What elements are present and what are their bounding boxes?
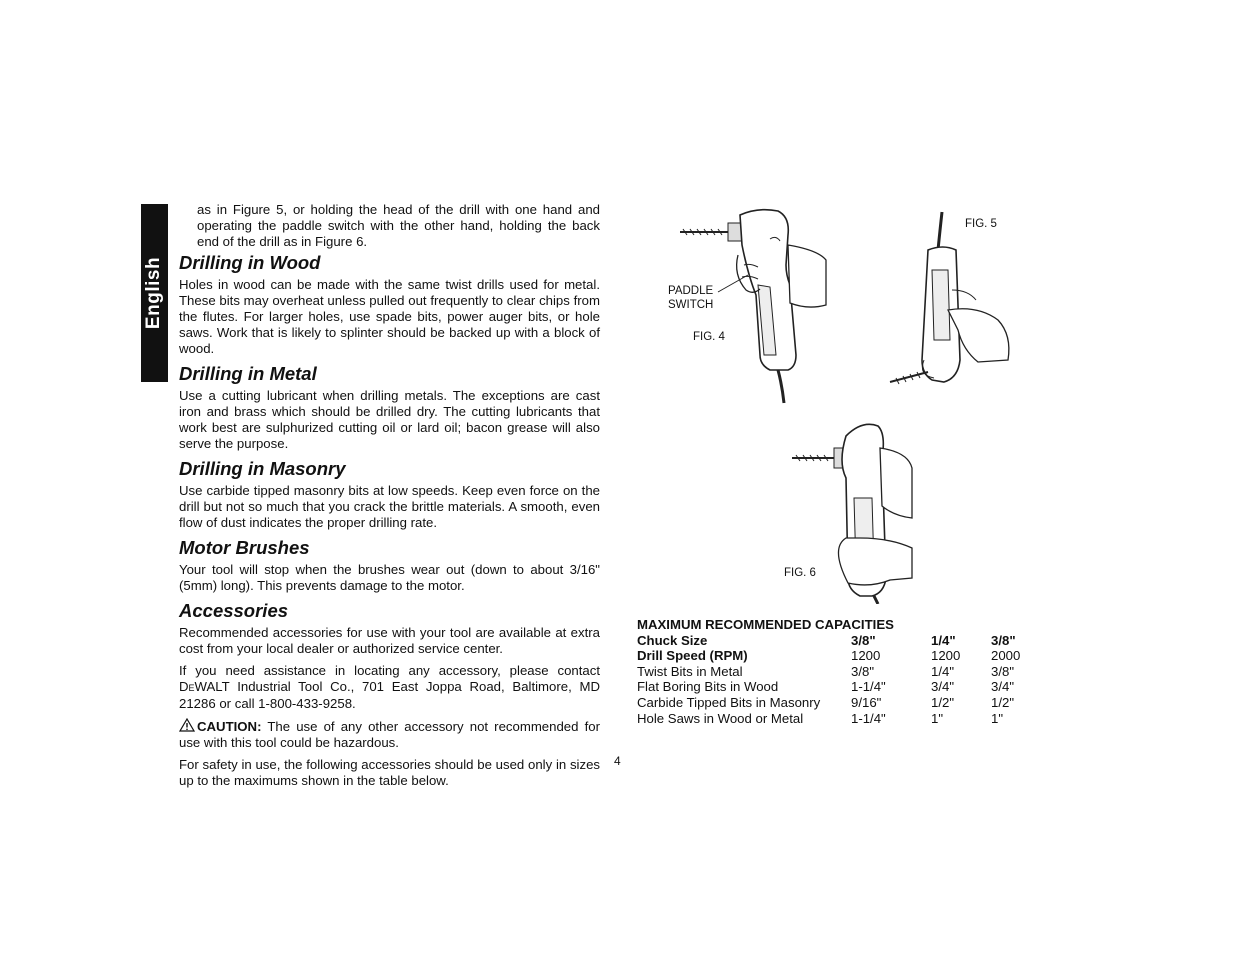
row-value: 3/8" [991, 632, 1016, 648]
row-value: 1/2" [991, 694, 1015, 710]
brand-d: D [179, 679, 189, 694]
row-value: 3/8" [851, 632, 876, 648]
caution-text: The use of any other accessory not recommended for use with this tool could be hazardous. [179, 719, 600, 750]
body-drilling-metal: Use a cutting lubricant when drilling metals. The exceptions are cast iron and brass which should be drilled dry. The cutting lubricants that work best are sulphurized cutting oil or lard oil; bacon grease will also serve the purpose. [179, 388, 600, 451]
intro-paragraph: as in Figure 5, or holding the head of the drill with one hand and operating the paddle switch with the other hand, holding the back end of the drill as in Figure 6. [197, 202, 600, 249]
accessories-paragraph-4: For safety in use, the following accessories should be used only in sizes up to the maximums shown in the table below. [179, 757, 600, 788]
caution-paragraph [179, 718, 600, 751]
accessories-paragraph-2 [179, 663, 600, 712]
row-value: 1-1/4" [851, 679, 886, 695]
row-value: 1" [931, 710, 944, 726]
heading-drilling-metal: Drilling in Metal [179, 363, 317, 384]
fig4-caption: FIG. 4 [693, 331, 725, 343]
row-value: 9/16" [851, 694, 882, 710]
row-value: 1/2" [931, 694, 955, 710]
section-metal [179, 363, 600, 452]
row-value: 1-1/4" [851, 710, 886, 726]
heading-motor-brushes: Motor Brushes [179, 537, 310, 558]
row-label: Flat Boring Bits in Wood [637, 679, 779, 695]
language-tab-label: English [143, 256, 165, 330]
heading-accessories: Accessories [179, 600, 289, 621]
row-value: 1200 [851, 648, 881, 664]
table-row [637, 648, 1031, 664]
section-brushes [179, 537, 600, 594]
heading-drilling-masonry: Drilling in Masonry [179, 458, 346, 479]
contact-rest: WALT Industrial Tool Co., 701 East Joppa Road, Baltimore, MD 21286 or call 1-800-433-9258. [179, 679, 600, 711]
table-row [637, 633, 1031, 649]
brand-e: E [188, 683, 195, 693]
figure-5-illustration [888, 210, 1013, 390]
row-value: 3/8" [851, 663, 875, 679]
main-column [179, 252, 600, 795]
heading-drilling-wood: Drilling in Wood [179, 252, 321, 273]
paddle-switch-label [668, 284, 713, 312]
row-value: 1" [991, 710, 1004, 726]
row-label: Carbide Tipped Bits in Masonry [637, 694, 821, 710]
row-value: 3/4" [931, 679, 955, 695]
row-value: 3/8" [991, 663, 1015, 679]
table-title: MAXIMUM RECOMMENDED CAPACITIES [637, 617, 894, 632]
row-label: Twist Bits in Metal [637, 663, 743, 679]
row-value: 3/4" [991, 679, 1015, 695]
language-tab [141, 204, 168, 382]
fig6-caption: FIG. 6 [784, 567, 816, 579]
accessories-paragraph-1: Recommended accessories for use with your tool are available at extra cost from your local dealer or authorized service center. [179, 625, 600, 656]
row-value: 2000 [991, 648, 1021, 664]
fig5-caption: FIG. 5 [965, 218, 997, 230]
table-row [637, 664, 1031, 680]
row-value: 1200 [931, 648, 961, 664]
switch-label: SWITCH [668, 299, 714, 311]
warning-triangle-icon [179, 718, 195, 732]
row-label: Drill Speed (RPM) [637, 648, 748, 664]
row-label: Hole Saws in Wood or Metal [637, 710, 804, 726]
section-wood [179, 252, 600, 357]
table-row [637, 695, 1031, 711]
paddle-label: PADDLE [668, 285, 714, 297]
capacities-table [637, 617, 1031, 726]
table-title-row [637, 617, 1031, 633]
page-number: 4 [614, 754, 621, 768]
table-row [637, 679, 1031, 695]
table-row [637, 711, 1031, 727]
section-accessories [179, 600, 600, 789]
row-value: 1/4" [931, 632, 956, 648]
section-masonry [179, 458, 600, 531]
body-drilling-masonry: Use carbide tipped masonry bits at low speeds. Keep even force on the drill but not so much that you crack the brittle materials. A smooth, even flow of dust indicates the proper drilling rate. [179, 483, 600, 530]
contact-prefix: If you need assistance in locating any accessory, please contact [179, 663, 600, 678]
row-value: 1/4" [931, 663, 955, 679]
body-drilling-wood: Holes in wood can be made with the same twist drills used for metal. These bits may overheat unless pulled out frequently to clear chips from the flutes. For larger holes, use spade bits, power auger bits, or hole saws. Work that is likely to splinter should be backed up with a block of wood. [179, 277, 600, 356]
body-motor-brushes: Your tool will stop when the brushes wear out (down to about 3/16" (5mm) long). This prevents damage to the motor. [179, 562, 600, 593]
row-label: Chuck Size [637, 632, 708, 648]
caution-label: CAUTION: [197, 719, 262, 734]
